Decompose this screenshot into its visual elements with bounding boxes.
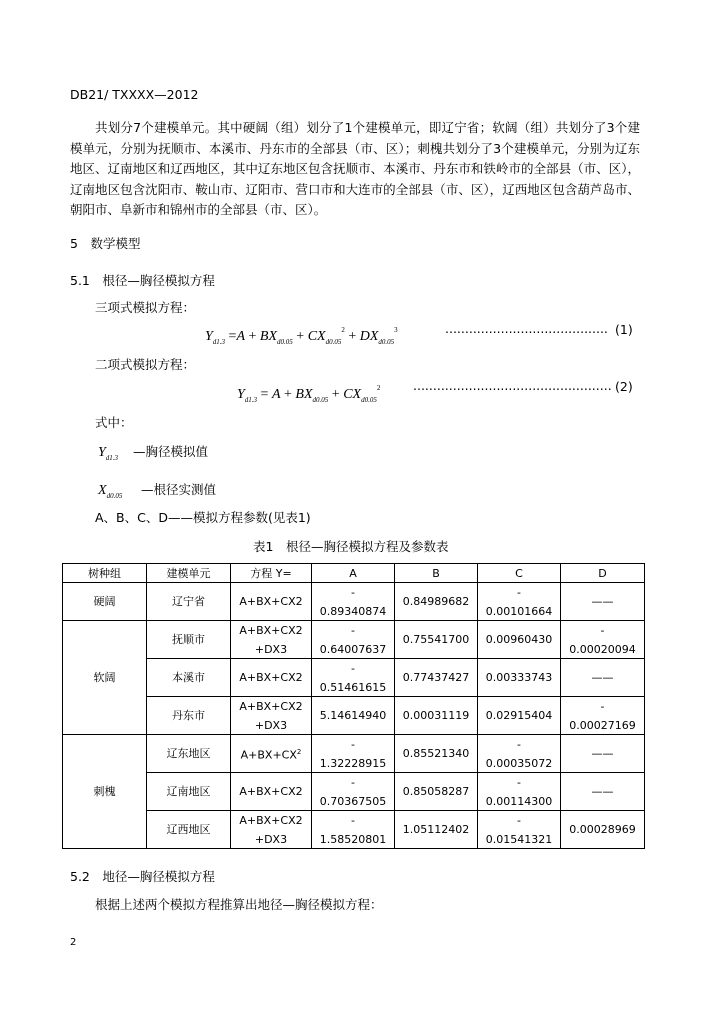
a-cell: - 1.32228915: [312, 735, 395, 773]
y-symbol: $Y_{d1.3}$: [98, 445, 119, 462]
table-title: 表1 根径—胸径模拟方程及参数表: [253, 539, 449, 554]
b-cell: 0.77437427: [395, 659, 478, 697]
table-row: [63, 621, 645, 659]
group-cell: 刺槐: [63, 735, 147, 849]
d-cell: ——: [561, 659, 645, 697]
table-row: [63, 697, 645, 735]
d-cell: - 0.00020094: [561, 621, 645, 659]
header-a: A: [312, 564, 395, 583]
table-row: [63, 773, 645, 811]
unit-cell: 丹东市: [147, 697, 231, 735]
header-modeling-unit: 建模单元: [147, 564, 231, 583]
equation-2-number: (2): [615, 379, 633, 394]
a-cell: - 1.58520801: [312, 811, 395, 849]
unit-cell: 辽宁省: [147, 583, 231, 621]
b-cell: 0.00031119: [395, 697, 478, 735]
d-cell: 0.00028969: [561, 811, 645, 849]
header-c: C: [478, 564, 561, 583]
c-cell: 0.00960430: [478, 621, 561, 659]
a-cell: - 0.89340874: [312, 583, 395, 621]
unit-cell: 本溪市: [147, 659, 231, 697]
equation-cell: A+BX+CX2: [231, 659, 312, 697]
d-cell: ——: [561, 583, 645, 621]
paragraph-modeling-units: 共划分7个建模单元。其中硬阔（组）划分了1个建模单元，即辽宁省；软阔（组）共划分了3个建模单元，分别为抚顺市、本溪市、丹东市的全部县（市、区）；刺槐共划分了3个建模单元，分别为辽东地区、辽南地区和辽西地区，其中辽东地区包含抚顺市、本溪市、丹东市和铁岭市的全部县（市、区），辽南地区包含沈阳市、鞍山市、辽阳市、营口市和大连市的全部县（市、区），辽西地区包含葫芦岛市、朝阳市、阜新市和锦州市的全部县（市、区）。: [70, 120, 640, 217]
table-row: [63, 583, 645, 621]
a-cell: - 0.51461615: [312, 659, 395, 697]
equation-1-number: (1): [615, 322, 633, 337]
d-cell: ——: [561, 773, 645, 811]
c-cell: - 0.00114300: [478, 773, 561, 811]
section-5-2-heading: 5.2 地径—胸径模拟方程: [70, 869, 215, 884]
equation-cell: A+BX+CX2 +DX3: [231, 621, 312, 659]
a-cell: 5.14614940: [312, 697, 395, 735]
document-header: DB21/ TXXXX—2012: [70, 87, 199, 102]
b-cell: 0.85058287: [395, 773, 478, 811]
equation-1-leader: .........................................: [445, 321, 608, 336]
section-5-1-heading: 5.1 根径—胸径模拟方程: [70, 273, 215, 288]
equation-cell: A+BX+CX2 +DX3: [231, 697, 312, 735]
x-symbol: $X_{d0.05}$: [98, 483, 123, 500]
c-cell: - 0.00035072: [478, 735, 561, 773]
header-d: D: [561, 564, 645, 583]
table-row: [63, 659, 645, 697]
page-number: 2: [70, 937, 77, 948]
table-row: [63, 735, 645, 773]
equation-2-leader: ..................................................: [413, 378, 612, 393]
table-header-row: [63, 564, 645, 583]
parameter-description: A、B、C、D——模拟方程参数(见表1): [95, 510, 311, 525]
unit-cell: 抚顺市: [147, 621, 231, 659]
where-label: 式中：: [95, 415, 133, 430]
equation-1: $Y_{d1.3} =A + BX_{d0.05} + CX_{d0.05}^2 + DX_{d0.05}^3$: [205, 326, 398, 346]
a-cell: - 0.64007637: [312, 621, 395, 659]
section-5-heading: 5 数学模型: [70, 236, 141, 251]
header-b: B: [395, 564, 478, 583]
unit-cell: 辽南地区: [147, 773, 231, 811]
y-description: —胸径模拟值: [133, 444, 209, 459]
group-cell: 软阔: [63, 621, 147, 735]
unit-cell: 辽东地区: [147, 735, 231, 773]
equation-cell: A+BX+CX2: [231, 583, 312, 621]
c-cell: 0.02915404: [478, 697, 561, 735]
table-row: [63, 811, 645, 849]
b-cell: 1.05112402: [395, 811, 478, 849]
b-cell: 0.85521340: [395, 735, 478, 773]
equation-2: $Y_{d1.3} = A + BX_{d0.05} + CX_{d0.05}^2$: [237, 384, 381, 404]
equation-cell: $A+BX+CX^2$: [231, 735, 312, 773]
d-cell: ——: [561, 735, 645, 773]
b-cell: 0.75541700: [395, 621, 478, 659]
d-cell: - 0.00027169: [561, 697, 645, 735]
c-cell: - 0.01541321: [478, 811, 561, 849]
binomial-label: 二项式模拟方程：: [95, 357, 196, 372]
group-cell: 硬阔: [63, 583, 147, 621]
c-cell: - 0.00101664: [478, 583, 561, 621]
a-cell: - 0.70367505: [312, 773, 395, 811]
header-equation: 方程 Y=: [231, 564, 312, 583]
unit-cell: 辽西地区: [147, 811, 231, 849]
parameter-table: [62, 563, 645, 849]
x-description: —根径实测值: [141, 482, 217, 497]
c-cell: 0.00333743: [478, 659, 561, 697]
equation-cell: A+BX+CX2: [231, 773, 312, 811]
paragraph-derivation: 根据上述两个模拟方程推算出地径—胸径模拟方程：: [95, 897, 383, 912]
trinomial-label: 三项式模拟方程：: [95, 300, 196, 315]
b-cell: 0.84989682: [395, 583, 478, 621]
header-species-group: 树种组: [63, 564, 147, 583]
equation-cell: A+BX+CX2 +DX3: [231, 811, 312, 849]
